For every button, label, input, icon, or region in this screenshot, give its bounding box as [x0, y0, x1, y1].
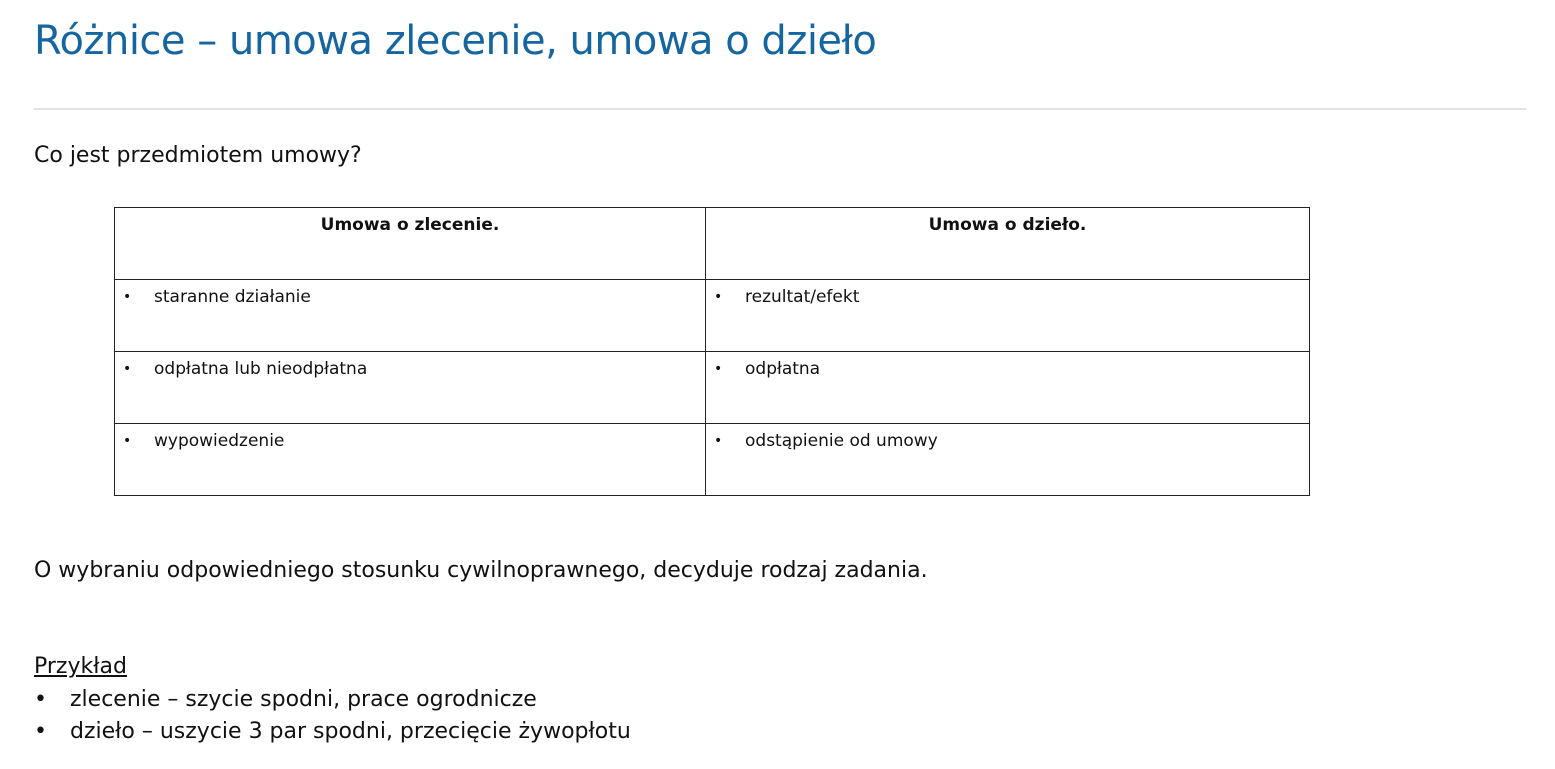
cell-text: odstąpienie od umowy	[745, 431, 938, 451]
example-item-text: dzieło – uszycie 3 par spodni, przecięcie żywopłotu	[70, 719, 631, 744]
header-umowa-o-dzielo: Umowa o dzieło.	[706, 208, 1310, 280]
page-title: Różnice – umowa zlecenie, umowa o dzieło	[34, 18, 877, 64]
table-header-row	[115, 208, 1310, 280]
table-row	[115, 280, 1310, 352]
bullet-icon: •	[714, 361, 723, 377]
table-cell	[706, 352, 1310, 424]
list-item	[34, 716, 631, 748]
example-list	[34, 684, 631, 748]
question-text: Co jest przedmiotem umowy?	[34, 143, 362, 168]
table-cell	[706, 424, 1310, 496]
bullet-icon: •	[714, 433, 723, 449]
list-item	[34, 684, 631, 716]
conclusion-text: O wybraniu odpowiedniego stosunku cywilnoprawnego, decyduje rodzaj zadania.	[34, 558, 928, 583]
table-cell	[115, 280, 706, 352]
table-row	[115, 352, 1310, 424]
bullet-icon: •	[714, 289, 723, 305]
bullet-icon: •	[123, 433, 132, 449]
cell-text: rezultat/efekt	[745, 287, 860, 307]
cell-text: odpłatna	[745, 359, 821, 379]
example-item-text: zlecenie – szycie spodni, prace ogrodnicze	[70, 687, 537, 712]
table-cell	[706, 280, 1310, 352]
bullet-icon: •	[123, 361, 132, 377]
table-row	[115, 424, 1310, 496]
cell-text: wypowiedzenie	[154, 431, 285, 451]
bullet-icon: •	[34, 687, 47, 712]
cell-text: staranne działanie	[154, 287, 311, 307]
bullet-icon: •	[34, 719, 47, 744]
cell-text: odpłatna lub nieodpłatna	[154, 359, 368, 379]
table-cell	[115, 424, 706, 496]
bullet-icon: •	[123, 289, 132, 305]
header-umowa-zlecenie: Umowa o zlecenie.	[115, 208, 706, 280]
example-heading: Przykład	[34, 654, 127, 679]
table-cell	[115, 352, 706, 424]
title-divider	[34, 108, 1526, 110]
comparison-table	[114, 207, 1310, 496]
